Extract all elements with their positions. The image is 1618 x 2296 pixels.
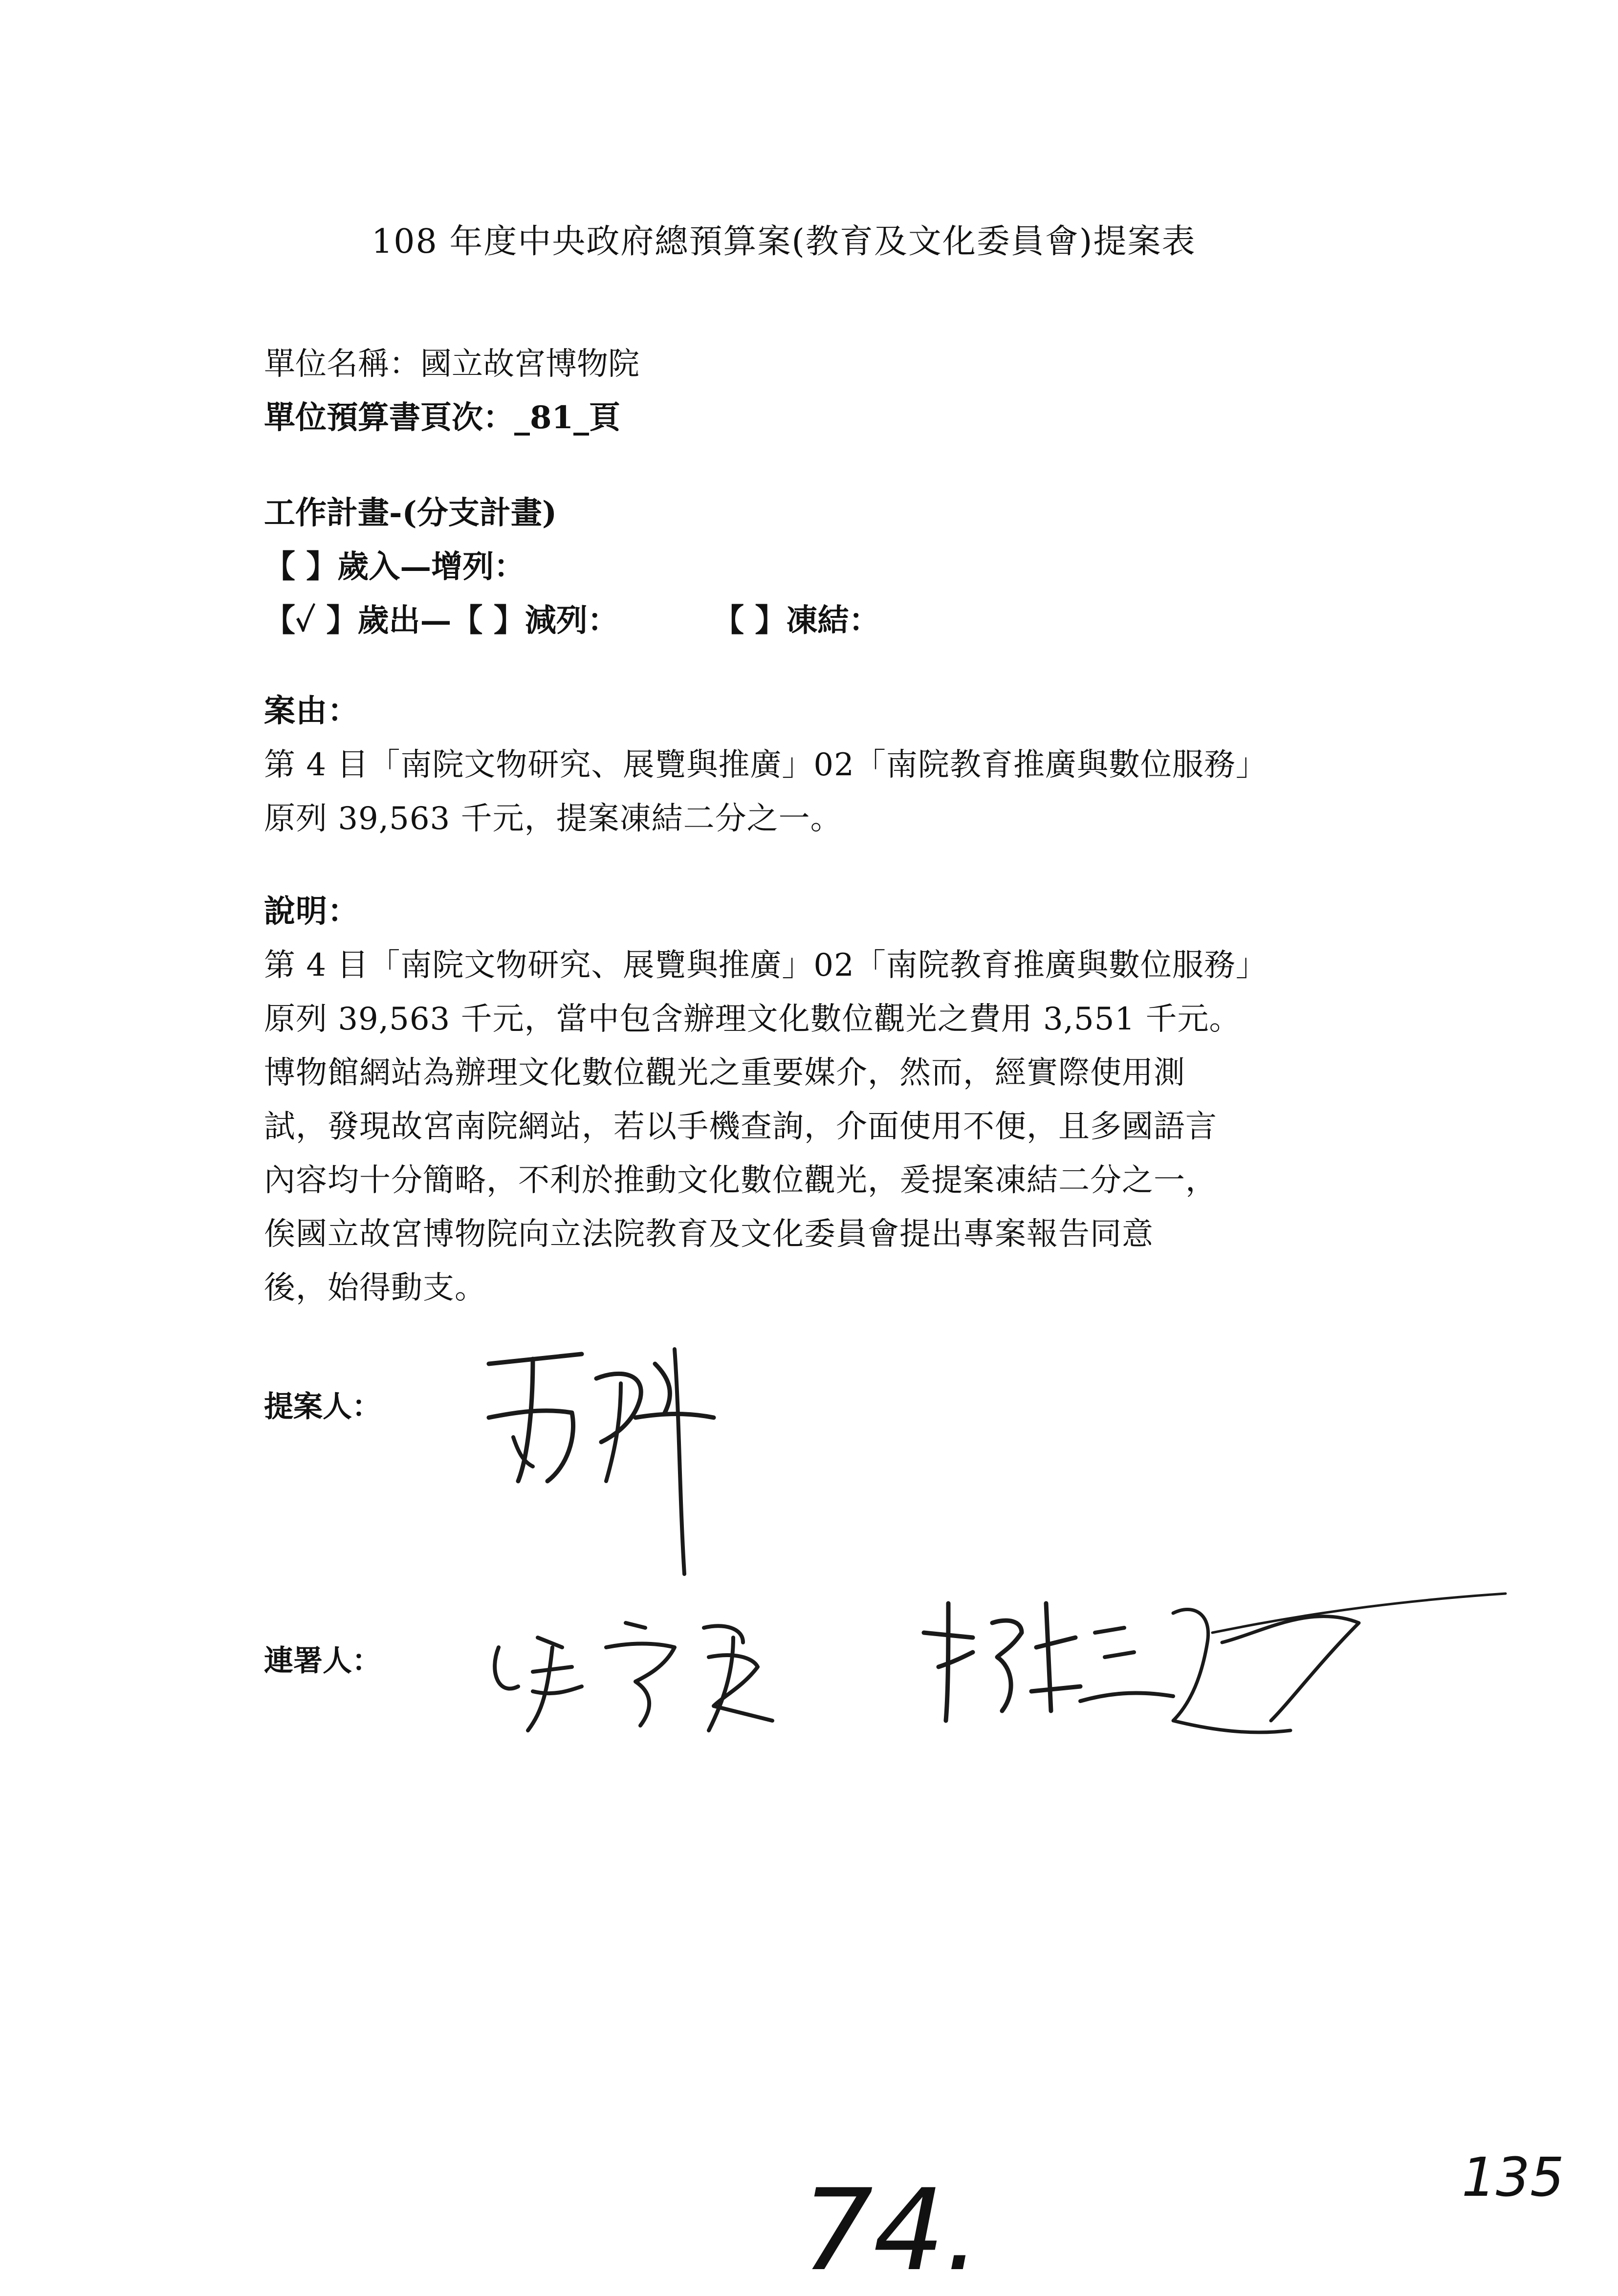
cause-section: [264, 684, 1418, 846]
explanation-line: 第 4 目「南院文物研究、展覽與推廣」02「南院教育推廣與數位服務」: [264, 947, 1268, 984]
proposer-label: 提案人：: [264, 1390, 381, 1424]
explanation-line: 原列 39,563 千元，當中包含辦理文化數位觀光之費用 3,551 千元。: [264, 1001, 1241, 1037]
freeze-checkbox-label: 【 】凍結：: [713, 602, 880, 639]
cosigner-label: 連署人：: [264, 1644, 381, 1678]
cause-line: 原列 39,563 千元，提案凍結二分之一。: [264, 801, 842, 837]
cause-line: 第 4 目「南院文物研究、展覽與推廣」02「南院教育推廣與數位服務」: [264, 747, 1268, 783]
work-plan: 工作計畫-(分支計畫): [264, 495, 557, 531]
revenue-row: 【 】歲入—增列：: [264, 548, 525, 585]
plan-section: [264, 486, 1418, 648]
explanation-line: 內容均十分簡略，不利於推動文化數位觀光，爰提案凍結二分之一，: [264, 1162, 1217, 1199]
unit-name: 單位名稱：國立故宮博物院: [264, 346, 639, 382]
cause-heading: 案由：: [264, 693, 359, 729]
explanation-section: [264, 885, 1418, 1315]
document-title: 108 年度中央政府總預算案(教育及文化委員會)提案表: [372, 222, 1196, 261]
expense-checkbox-label: 【✓ 】歲出—【 】減列：: [264, 602, 619, 639]
explanation-line: 試，發現故宮南院網站，若以手機查詢，介面使用不便，且多國語言: [264, 1109, 1217, 1145]
explanation-heading: 說明：: [264, 893, 359, 930]
explanation-line: 後，始得動支。: [264, 1270, 486, 1306]
cosigner-signature-2: [919, 1574, 1520, 1770]
expense-row: [264, 594, 1418, 648]
header-info: [264, 337, 1418, 445]
cosigner-signature-1: [479, 1594, 802, 1740]
handwritten-page-number: 74.: [802, 2165, 981, 2296]
proposer-signature: [459, 1320, 733, 1584]
budget-page: 單位預算書頁次：_81_頁: [264, 399, 621, 436]
explanation-line: 博物館網站為辦理文化數位觀光之重要媒介，然而，經實際使用測: [264, 1055, 1185, 1091]
explanation-line: 俟國立故宮博物院向立法院教育及文化委員會提出專案報告同意: [264, 1216, 1154, 1252]
handwritten-corner-number: 135: [1462, 2146, 1564, 2209]
